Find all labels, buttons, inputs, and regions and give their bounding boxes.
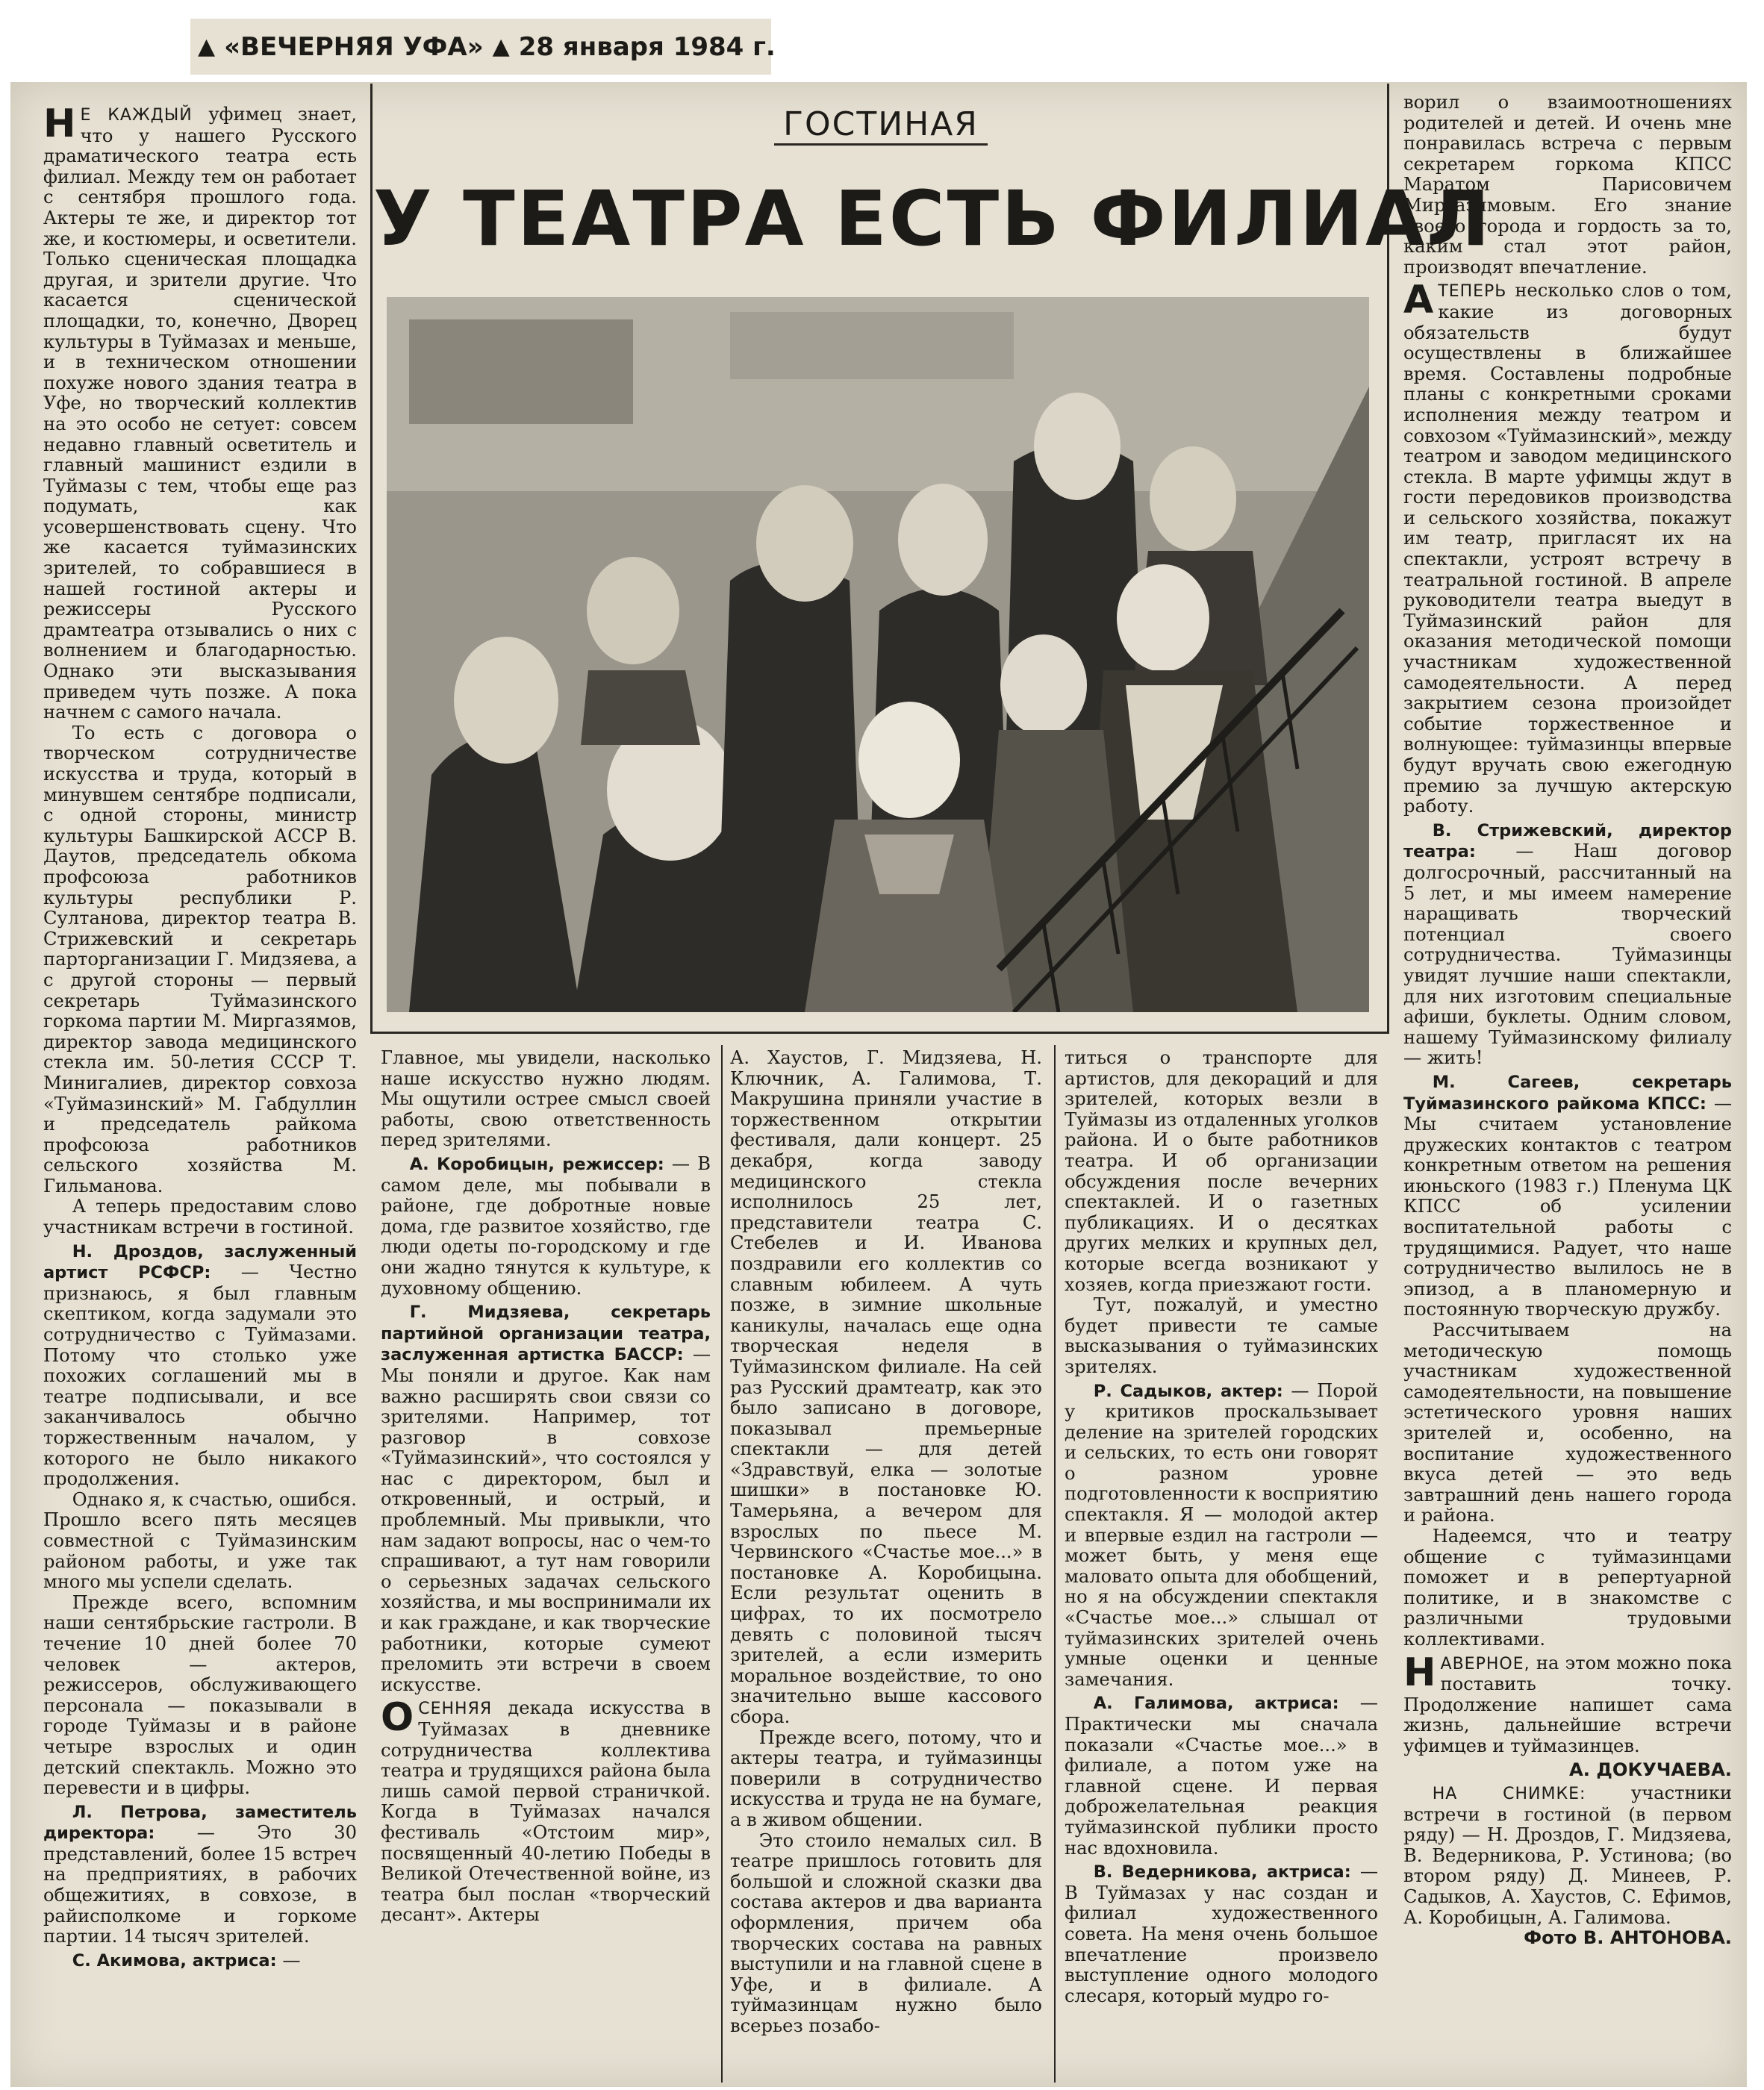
- speaker-name: А. Коробицын, режиссер:: [409, 1154, 664, 1174]
- issue-date: 28 января 1984 г.: [518, 31, 776, 62]
- drop-cap: Н: [1403, 1650, 1436, 1695]
- photo-credit: Фото В. АНТОНОВА.: [1524, 1927, 1732, 1949]
- speaker-name: В. Ведерникова, актриса:: [1093, 1862, 1351, 1882]
- headline: У ТЕАТРА ЕСТЬ ФИЛИАЛ: [373, 175, 1492, 263]
- speaker-name: М. Сагеев, секретарь Туймазинского райкома КПСС:: [1403, 1072, 1732, 1114]
- paragraph: Прежде всего, потому, что и актеры театра, и туймазинцы поверили в сотрудничество искусства и труда не на бумаге, а в живом общении.: [730, 1726, 1042, 1830]
- column-rule: [1054, 1045, 1056, 2083]
- speaker-name: Н. Дроздов, заслуженный артист РСФСР:: [43, 1241, 357, 1283]
- frame-rule-left: [370, 84, 373, 1033]
- article-column-4: титься о транспорте для артистов, для декораций и для зрителей, которых везли в Туймазы из отдаленных уголков района. И о быте работников театра. И об организации обсуждения после вечерних спектаклей. И о газетных публикациях. И о десятках других мелких и крупных дел, которые всегда возникают у хозяев, когда приезжают гости. Тут, пожалуй, и уместно будет привести те самые высказывания о туймазинских зрителях. Р. Садыков, актер: — Порой у критиков проскальзывает деление на зрителей городских и сельских, то есть они говорят о разном уровне подготовленности к восприятию спектакля. Я — молодой актер и впервые ездил на гастроли — может быть, у меня еще маловато опыта для обобщений, но я на обсуждении спектакля «Счастье мое...» слышал от туймазинских зрителей очень умные оценки и ценные замечания. А. Галимова, актриса: — Практически мы сначала показали «Счастье мое...» в филиале, а потом уже на главной сцене. И первая доброжелательная реакция туймазинской публики просто нас вдохновила. В. Ведерникова, актриса: — В Туймазах у нас создан и филиал художественного совета. На меня очень большое впечатление произвело выступление одного молодого слесаря, который мудро го-: [1065, 1048, 1378, 2006]
- paragraph: Надеемся, что и театру общение с туймазинцами поможет и в репертуарной политике, и в знакомстве с различными трудовыми коллективами.: [1403, 1525, 1732, 1650]
- caption-label: НА СНИМКЕ:: [1432, 1785, 1586, 1804]
- author-signature: А. ДОКУЧАЕВА.: [1569, 1759, 1732, 1780]
- speaker-name: А. Галимова, актриса:: [1093, 1694, 1339, 1714]
- speaker-name: Р. Садыков, актер:: [1093, 1381, 1283, 1401]
- article-column-5: ворил о взаимоотношениях родителей и детей. И очень мне понравилась встреча с первым секретарем горкома КПСС Маратом Парисовичем Миргазямовым. Его знание своего города и гордость за то, каким стал этот район, производят впечатление. АТЕПЕРЬ несколько слов о том, какие из договорных обязательств будут осуществлены в ближайшее время. Составлены подробные планы с конкретными сроками исполнения между театром и совхозом «Туймазинский», между театром и заводом медицинского стекла. В марте уфимцы ждут в гости передовиков производства и сельского хозяйства, покажут им театр, пригласят их на спектакли, устроят встречу в театральной гостиной. В апреле руководители театра выедут в Туймазинский район для оказания методической помощи участникам художественной самодеятельности. А перед закрытием сезона произойдет событие торжественное и волнующее: туймазинцы впервые будут вручать свою ежегодную премию за лучшую актерскую работу. В. Стрижевский, директор театра: — Наш договор долгосрочный, рассчитанный на 5 лет, и мы имеем намерение наращивать творческий потенциал своего сотрудничества. Туймазинцы увидят лучшие наши спектакли, для них изготовим специальные афиши, буклеты. Одним словом, нашему Туймазинскому филиалу — жить! М. Сагеев, секретарь Туймазинского райкома КПСС: — Мы считаем установление дружеских контактов с театром конкретным ответом на решения июньского (1983 г.) Пленума ЦК КПСС об усилении воспитательной работы с трудящимися. Радует, что наше сотрудничество вылилось не в эпизод, а в планомерную и постоянную творческую дружбу. Рассчитываем на методическую помощь участникам художественной самодеятельности, на повышение эстетического уровня наших зрителей и, особенно, на воспитание художественного вкуса детей — это ведь завтрашний день нашего города и района. Надеемся, что и театру общение с туймазинцами поможет и в репертуарной политике, и в знакомстве с различными трудовыми коллективами. НАВЕРНОЕ, на этом можно пока поставить точку. Продолжение напишет сама жизнь, дальнейшие встречи уфимцев и туймазинцев. А. ДОКУЧАЕВА. НА СНИМКЕ: участники встречи в гостиной (в первом ряду) — Н. Дроздов, Г. Мидзяева, В. Ведерникова, Р. Устинова; (во втором ряду) Д. Минеев, Р. Садыков, А. Хаустов, С. Ефимов, А. Коробицын, А. Галимова. Фото В. АНТОНОВА.: [1403, 93, 1732, 1949]
- triangle-icon: ▲: [198, 34, 216, 60]
- rubric-label: ГОСТИНАЯ: [774, 105, 988, 146]
- triangle-icon: ▲: [492, 34, 510, 60]
- paragraph: Рассчитываем на методическую помощь участникам художественной самодеятельности, на повышение эстетического уровня наших зрителей и, особенно, на воспитание художественного вкуса детей — это ведь завтрашний день нашего города и района.: [1403, 1320, 1732, 1526]
- speaker-name: Г. Мидзяева, секретарь партийной организации театра, заслуженная артистка БАССР:: [381, 1303, 711, 1365]
- article-column-2: Главное, мы увидели, насколько наше искусство нужно людям. Мы ощутили острее смысл своей работы, свою ответственность перед зрителями. А. Коробицын, режиссер: — В самом деле, мы побывали в районе, где добротные новые дома, где развитое хозяйство, где люди одеты по-городскому и где они жадно тянутся к культуре, к духовному общению. Г. Мидзяева, секретарь партийной организации театра, заслуженная артистка БАССР: — Мы поняли и другое. Как нам важно расширять свои связи со зрителями. Например, тот разговор в совхозе «Туймазинский», что состоялся у нас с директором, был и откровенный, и острый, и проблемный. Мы привыкли, что нам задают вопросы, нас о чем-то спрашивают, а тут нам говорили о серьезных задачах сельского хозяйства, и мы воспринимали их и как граждане, и как творческие работники, которые сумеют преломить эти встречи в своем искусстве. ОСЕННЯЯ декада искусства в Туймазах в дневнике сотрудничества коллектива театра и трудящихся района была лишь самой первой страничкой. Когда в Туймазах начался фестиваль «Отстоим мир», посвященный 40-летию Победы в Великой Отечественной войне, из театра был послан «творческий десант». Актеры: [381, 1048, 711, 1926]
- drop-cap: О: [381, 1695, 414, 1741]
- paragraph: А теперь предоставим слово участникам встречи в гостиной.: [43, 1196, 357, 1238]
- rubric: [373, 96, 1389, 155]
- photo-caption: участники встречи в гостиной (в первом ряду) — Н. Дроздов, Г. Мидзяева, В. Ведерникова, Р. Устинова; (во втором ряду) Д. Минеев, Р. Садыков, А. Хаустов, С. Ефимов, А. Коробицын, А. Галимова.: [1403, 1782, 1732, 1928]
- newspaper-name: «ВЕЧЕРНЯЯ УФА»: [224, 31, 484, 62]
- paragraph: Главное, мы увидели, насколько наше искусство нужно людям. Мы ощутили острее смысл своей работы, свою ответственность перед зрителями.: [381, 1048, 711, 1151]
- frame-rule-bottom: [370, 1032, 1389, 1034]
- paragraph: То есть с договора о творческом сотрудничестве искусства и труда, который в минувшем сентябре подписали, с одной стороны, министр культуры Башкирской АССР В. Даутов, председатель обкома профсоюза работников культуры республики Р. Султанова, директор театра В. Стрижевский и секретарь парторганизации Г. Мидзяева, а с другой стороны — первый секретарь Туймазинского горкома партии М. Миргазямов, директор завода медицинского стекла им. 50-летия СССР Т. Минигалиев, директор совхоза «Туймазинский» М. Габдуллин и председатель райкома профсоюза работников сельского хозяйства М. Гильманова.: [43, 722, 357, 1197]
- speaker-name: В. Стрижевский, директор театра:: [1403, 820, 1732, 862]
- drop-cap: А: [1403, 278, 1434, 323]
- article-column-1: Н Е КАЖДЫЙ уфимец знает, что у нашего Русского драматического театра есть филиал. Между тем он работает с сентября прошлого года. Актеры те же, и директор тот же, и костюмеры, и осветители. Только сценическая площадка другая, и зрители другие. Что касается сценической площадки, то, конечно, Дворец культуры в Туймазах и меньше, и в техническом отношении похуже нового здания театра в Уфе, но творческий коллектив на это особо не сетует: совсем недавно главный осветитель и главный машинист ездили в Туймазы с тем, чтобы еще раз подумать, как усовершенствовать сцену. Что же касается туймазинских зрителей, то собравшиеся в нашей гостиной актеры и режиссеры Русского драмтеатра отзывались о них с волнением и благодарностью. Однако эти высказывания приведем чуть позже. А пока начнем с самого начала. То есть с договора о творческом сотрудничестве искусства и труда, который в минувшем сентябре подписали, с одной стороны, министр культуры Башкирской АССР В. Даутов, председатель обкома профсоюза работников культуры республики Р. Султанова, директор театра В. Стрижевский и секретарь парторганизации Г. Мидзяева, а с другой стороны — первый секретарь Туймазинского горкома партии М. Миргазямов, директор завода медицинского стекла им. 50-летия СССР Т. Минигалиев, директор совхоза «Туймазинский» М. Габдуллин и председатель райкома профсоюза работников сельского хозяйства М. Гильманова. А теперь предоставим слово участникам встречи в гостиной. Н. Дроздов, заслуженный артист РСФСР: — Честно признаюсь, я был главным скептиком, когда задумали это сотрудничество с Туймазами. Потому что столько уже похожих соглашений мы в театре подписывали, и все заканчивалось обычно торжественным началом, у которого не было никакого продолжения. Однако я, к счастью, ошибся. Прошло всего пять месяцев совместной с Туймазинским районом работы, и уже так много мы успели сделать. Прежде всего, вспомним наши сентябрьские гастроли. В течение 10 дней более 70 человек — актеров, режиссеров, обслуживающего персонала — показывали в городе Туймазы и в районе четыре взрослых и один детский спектакль. Можно это перевести и в цифры. Л. Петрова, заместитель директора: — Это 30 представлений, более 15 встреч на предприятиях, в рабочих общежитиях, в совхозе, в райисполкоме и горкоме партии. 14 тысяч зрителей. С. Акимова, актриса: —: [43, 104, 357, 1971]
- paragraph: Это стоило немалых сил. В театре пришлось готовить для большой и сложной сказки два состава актеров и два варианта оформления, причем оба творческих состава на равных выступили и на главной сцене в Уфе, и в филиале. А туймазинцам нужно было всерьез позабо-: [730, 1829, 1042, 2036]
- paragraph: Однако я, к счастью, ошибся. Прошло всего пять месяцев совместной с Туймазинским районом работы, и уже так много мы успели сделать.: [43, 1488, 357, 1593]
- newspaper-tag: [190, 19, 776, 75]
- paragraph: ворил о взаимоотношениях родителей и детей. И очень мне понравилась встреча с первым секретарем горкома КПСС Маратом Парисовичем Миргазямовым. Его знание своего города и гордость за то, каким стал этот район, производят впечатление.: [1403, 93, 1732, 278]
- speaker-name: С. Акимова, актриса:: [72, 1950, 277, 1971]
- paragraph: Прежде всего, вспомним наши сентябрьские гастроли. В течение 10 дней более 70 человек — актеров, режиссеров, обслуживающего персонала — показывали в городе Туймазы и в районе четыре взрослых и один детский спектакль. Можно это перевести и в цифры.: [43, 1591, 357, 1799]
- drop-cap: Н: [43, 104, 76, 146]
- paragraph: А. Хаустов, Г. Мидзяева, Н. Ключник, А. Галимова, Т. Макрушина приняли участие в торжественном открытии фестиваля, дали концерт. 25 декабря, когда заводу медицинского стекла исполнилось 25 лет, представители театра С. Стебелев и И. Иванова поздравили его коллектив со славным юбилеем. А чуть позже, в зимние школьные каникулы, началась еще одна творческая неделя в Туймазинском филиале. На сей раз Русский драмтеатр, как это было записано в договоре, показывал премьерные спектакли — для детей «Здравствуй, елка — золотые шишки» в постановке Ю. Тамерьяна, а вечером для взрослых по пьесе М. Червинского «Счастье мое...» в постановке А. Коробицына. Если результат оценить в цифрах, то их посмотрело девять с половиной тысяч зрителей, а если измерить моральное воздействие, то оно значительно выше кассового сбора.: [730, 1048, 1042, 1727]
- speaker-name: Л. Петрова, заместитель директора:: [43, 1802, 357, 1844]
- paragraph: титься о транспорте для артистов, для декораций и для зрителей, которых везли в Туймазы из отдаленных уголков района. И о быте работников театра. И об организации обсуждения после вечерних спектаклей. И о газетных публикациях. И о десятках других мелких и крупных дел, которые всегда возникают у хозяев, когда приезжают гости.: [1065, 1048, 1378, 1295]
- article-column-3: [721, 1048, 1042, 2083]
- paragraph: Тут, пожалуй, и уместно будет привести те самые высказывания о туймазинских зрителях.: [1065, 1294, 1378, 1377]
- group-photo: [387, 297, 1369, 1012]
